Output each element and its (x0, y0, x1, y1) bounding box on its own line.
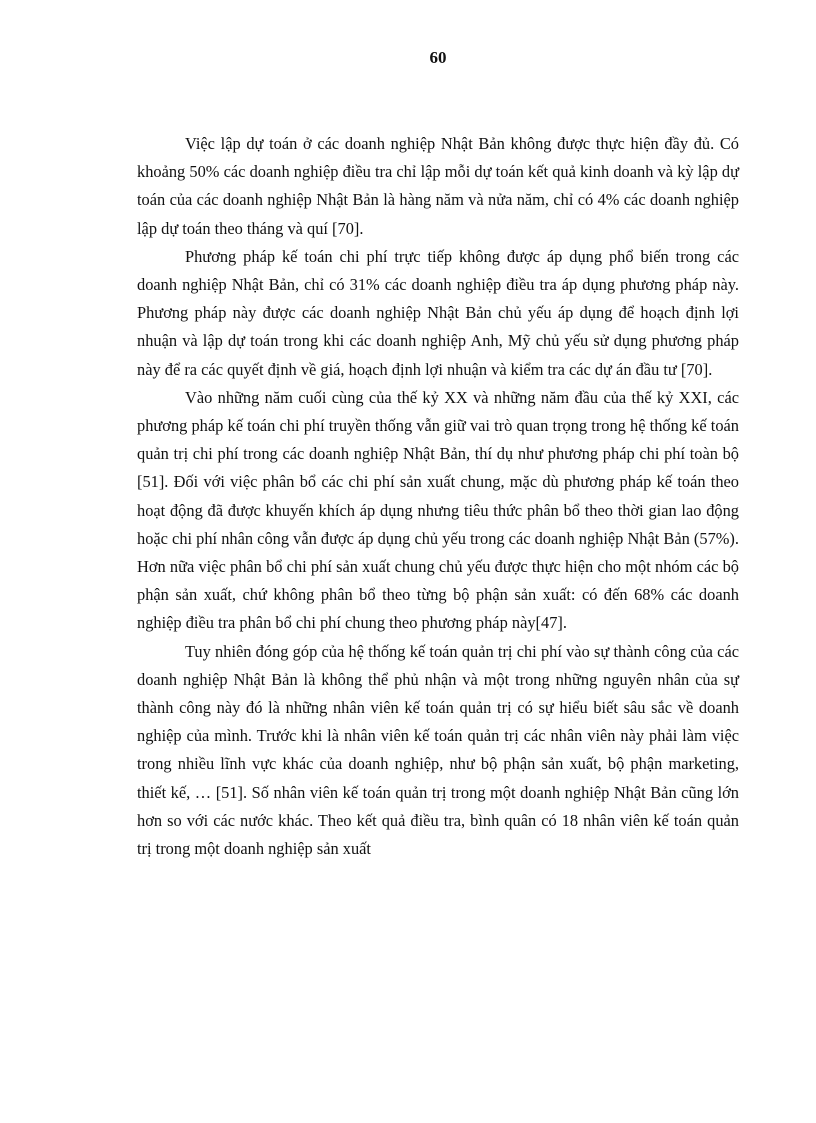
paragraph-direct-costing: Phương pháp kế toán chi phí trực tiếp không được áp dụng phổ biến trong các doanh nghiệp Nhật Bản, chỉ có 31% các doanh nghiệp điều tra áp dụng phương pháp này. Phương pháp này được các doanh nghiệp Nhật Bản chủ yếu áp dụng để hoạch định lợi nhuận và lập dự toán trong khi các doanh nghiệp Anh, Mỹ chủ yếu sử dụng phương pháp này để ra các quyết định về giá, hoạch định lợi nhuận và kiểm tra các dự án đầu tư [70]. (137, 246, 739, 379)
paragraph-contribution: Tuy nhiên đóng góp của hệ thống kế toán quản trị chi phí vào sự thành công của các doanh nghiệp Nhật Bản là không thể phủ nhận và một trong những nguyên nhân của sự thành công này đó là những nhân viên kế toán quản trị có sự hiểu biết sâu sắc về doanh nghiệp của mình. Trước khi là nhân viên kế toán quản trị các nhân viên này phải làm việc trong nhiều lĩnh vực khác của doanh nghiệp, như bộ phận sản xuất, bộ phận marketing, thiết kế, … [51]. Số nhân viên kế toán quản trị trong một doanh nghiệp Nhật Bản cũng lớn hơn so với các nước khác. Theo kết quả điều tra, bình quân có 18 nhân viên kế toán quản trị trong một doanh nghiệp sản xuất (137, 641, 739, 859)
page-number: 60 (429, 48, 447, 67)
paragraph-traditional-methods: Vào những năm cuối cùng của thế kỷ XX và những năm đầu của thế kỷ XXI, các phương pháp kế toán chi phí truyền thống vẫn giữ vai trò quan trọng trong hệ thống kế toán quản trị chi phí trong các doanh nghiệp Nhật Bản, thí dụ như phương pháp chi phí toàn bộ [51]. Đối với việc phân bổ các chi phí sản xuất chung, mặc dù phương pháp kế toán theo hoạt động đã được khuyến khích áp dụng nhưng tiêu thức phân bổ theo thời gian lao động hoặc chi phí nhân công vẫn được áp dụng chủ yếu trong các doanh nghiệp Nhật Bản (57%). Hơn nữa việc phân bổ chi phí sản xuất chung chủ yếu được thực hiện cho một nhóm các bộ phận sản xuất, chứ không phân bổ theo từng bộ phận sản xuất: có đến 68% các doanh nghiệp điều tra phân bổ chi phí chung theo phương pháp này[47]. (137, 387, 739, 633)
body-text (137, 130, 739, 863)
paragraph-budgeting: Việc lập dự toán ở các doanh nghiệp Nhật Bản không được thực hiện đầy đủ. Có khoảng 50% các doanh nghiệp điều tra chỉ lập mỗi dự toán kết quả kinh doanh và kỳ lập dự toán của các doanh nghiệp Nhật Bản là hàng năm và nửa năm, chỉ có 4% các doanh nghiệp lập dự toán theo tháng và quí [70]. (137, 134, 739, 238)
